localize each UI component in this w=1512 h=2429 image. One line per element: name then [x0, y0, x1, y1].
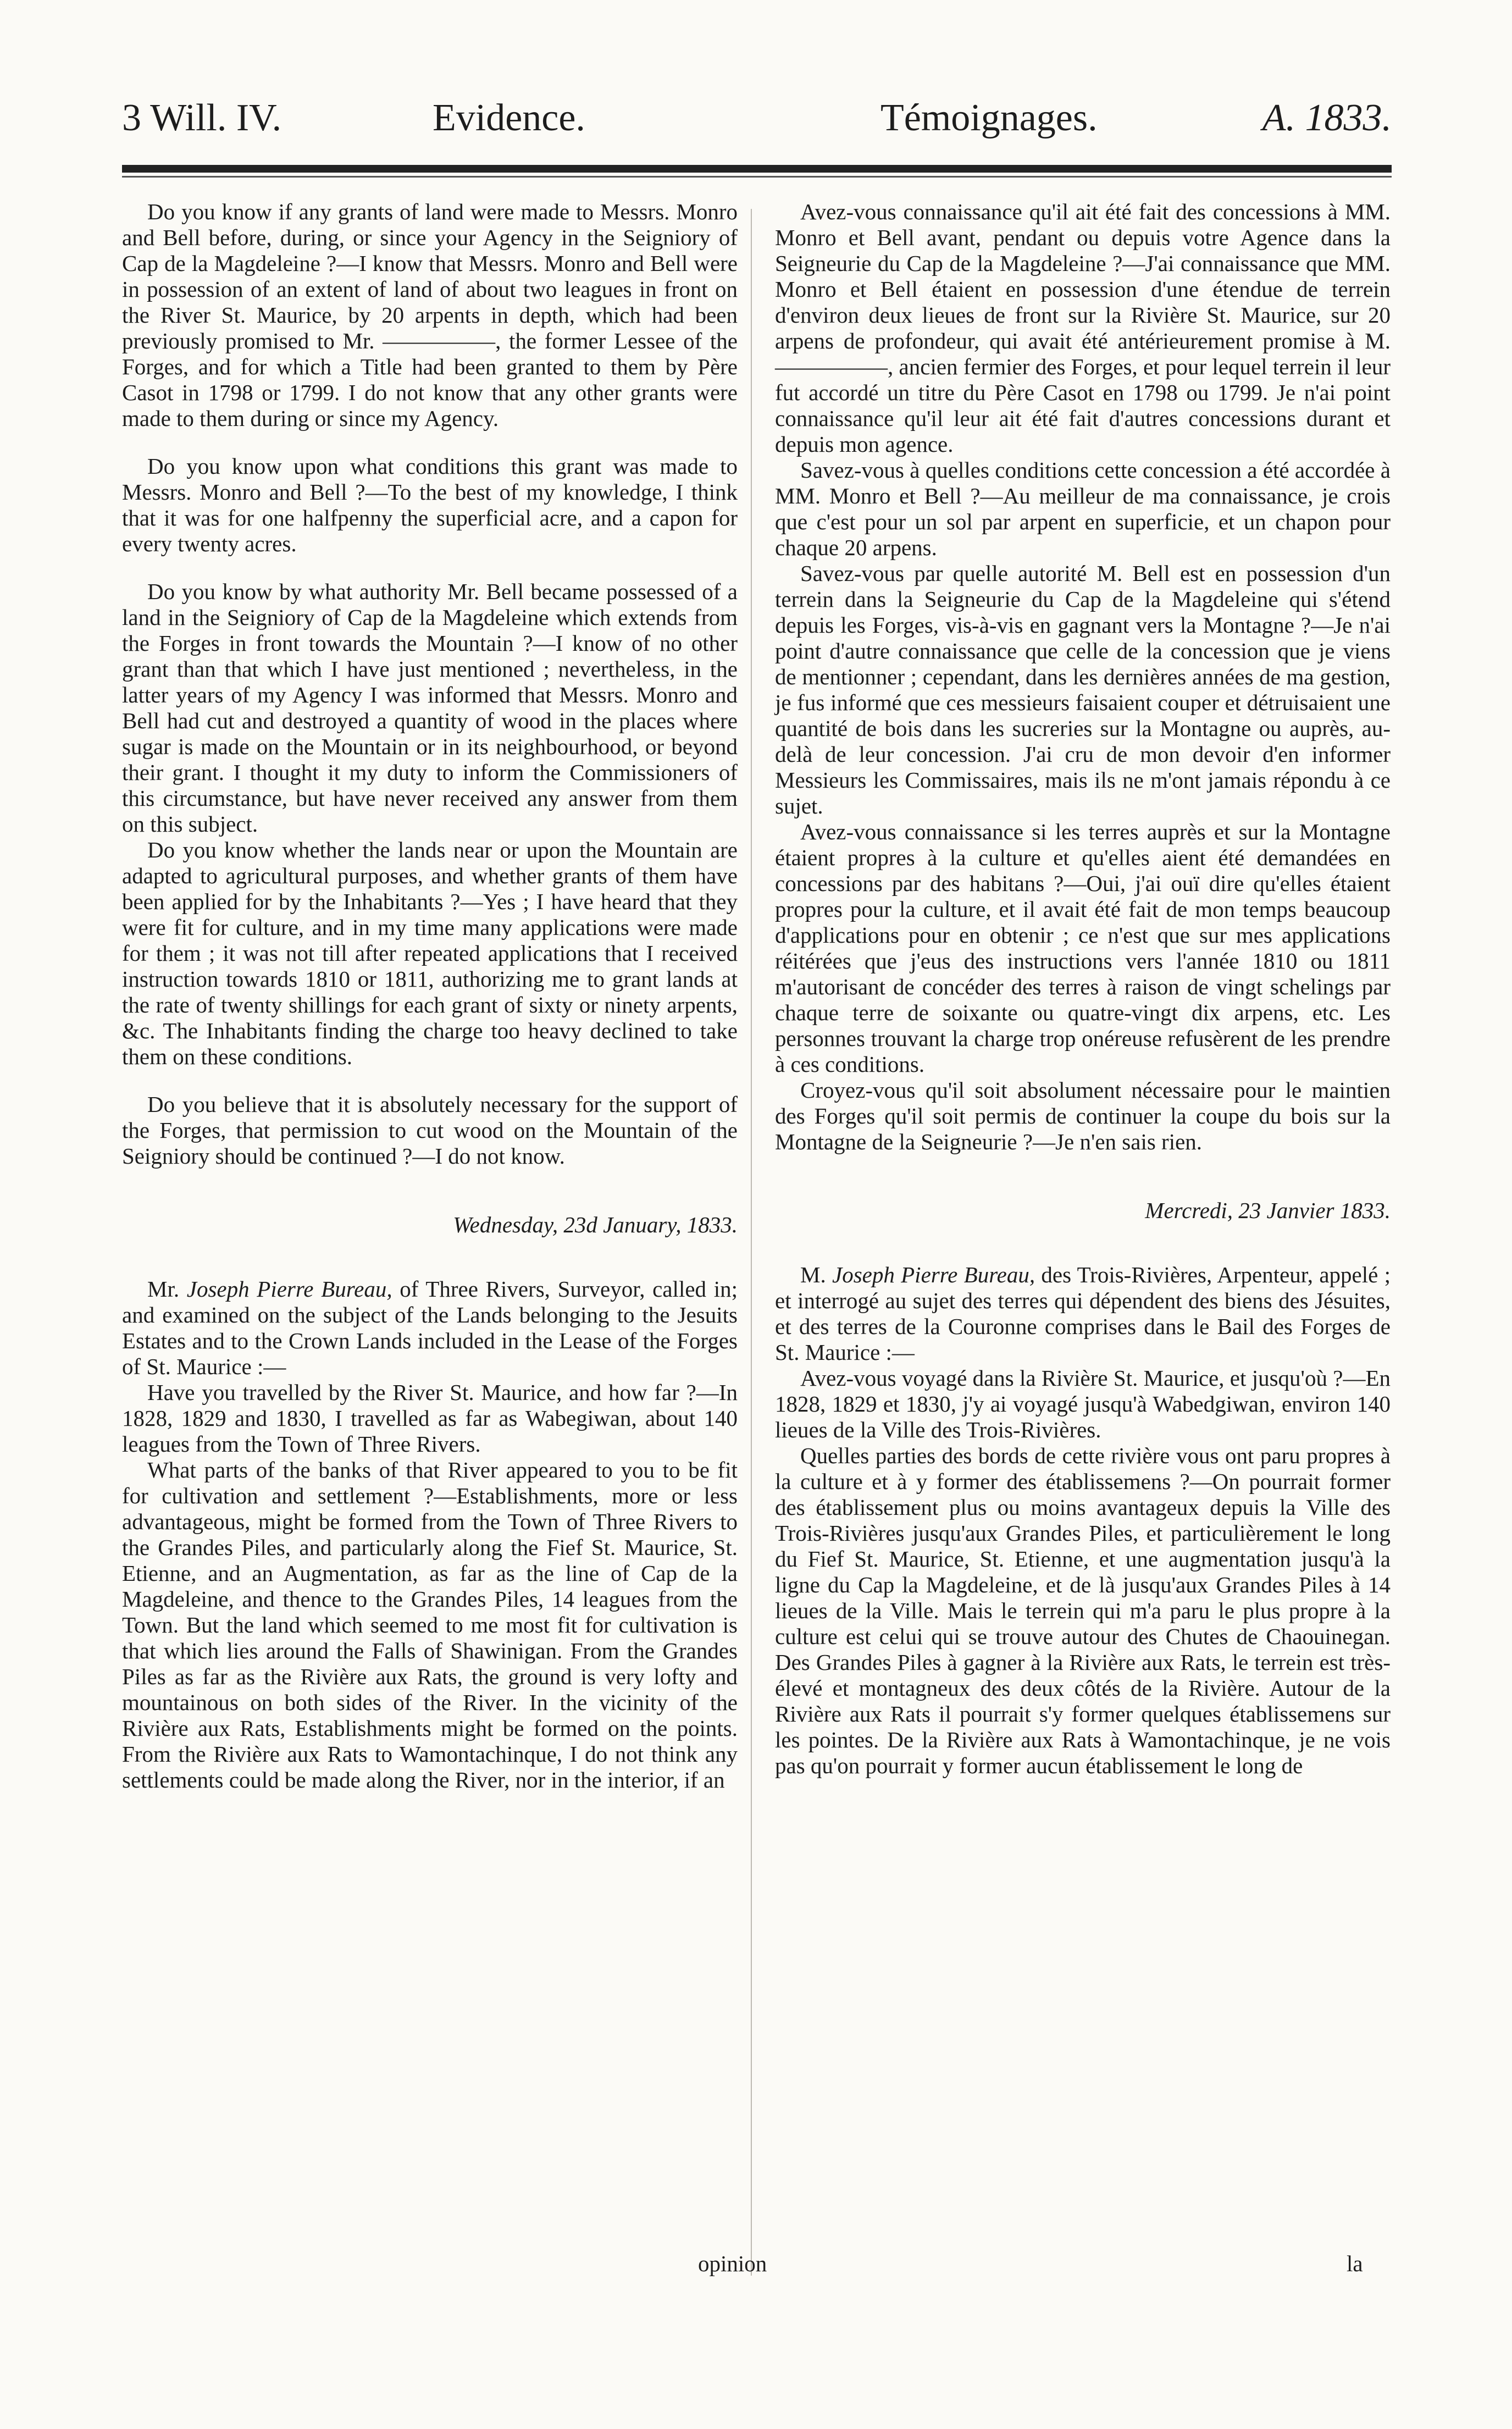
witness-prefix: M. — [800, 1262, 832, 1287]
column-divider — [751, 209, 752, 2276]
english-witness-intro — [122, 1276, 738, 1380]
english-paragraph: Have you travelled by the River St. Maurice, and how far ?—In 1828, 1829 and 1830, I travelled as far as Wabegiwan, about 140 leagues from the Town of Three Rivers. — [122, 1380, 738, 1457]
running-header — [122, 88, 1392, 148]
witness-intro-text: of Three Rivers, Surveyor, called in; and examined on the subject of the Lands belonging to the Jesuits Estates and to the Crown Lands included in the Lease of the Forges of St. Maurice :— — [122, 1276, 738, 1379]
english-paragraph: What parts of the banks of that River appeared to you to be fit for cultivation and settlement ?—Establishments, more or less advantageous, might be formed from the Town of Three Rivers to the Grandes Piles, and particularly along the Fief St. Maurice, St. Etienne, and an Augmentation, as far as the line of Cap de la Magdeleine, and thence to the Grandes Piles, 14 leagues from the Town. But the land which seemed to me most fit for cultivation is that which lies around the Falls of Shawinigan. From the Grandes Piles as far as the Rivière aux Rats, the ground is very lofty and mountainous on both sides of the River. In the vicinity of the Rivière aux Rats, Establishments might be formed on the points. From the Rivière aux Rats to Wamontachinque, I do not think any settlements could be made along the River, nor in the interior, if an — [122, 1457, 738, 1792]
french-paragraph: Savez-vous par quelle autorité M. Bell est en possession d'un terrein dans la Seigneurie du Cap de la Magdeleine qui s'étend depuis les Forges, vis-à-vis en gagnant vers la Montagne ?—Je n'ai point d'autre connaissance que celle de la concession que je viens de mentionner ; cependant, dans les dernières années de ma gestion, je fus informé que ces messieurs faisaient couper et détruisaient une quantité de bois dans les sucreries sur la Montagne ou auprès, au-delà de leur concession. J'ai cru de mon devoir d'en informer Messieurs les Commissaires, mais ils ne m'ont jamais répondu à ce sujet. — [775, 561, 1391, 818]
witness-name: Joseph Pierre Bureau, — [186, 1276, 392, 1302]
header-evidence: Evidence. — [433, 97, 585, 139]
english-column — [122, 199, 738, 1793]
witness-prefix: Mr. — [147, 1276, 187, 1302]
french-paragraph: Avez-vous connaissance qu'il ait été fait des concessions à MM. Monro et Bell avant, pendant ou depuis votre Agence dans la Seigneurie du Cap de la Magdeleine ?—J'ai connaissance que MM. Monro et Bell étaient en possession d'une étendue de terrein d'environ deux lieues de front sur la Rivière St. Maurice, sur 20 arpens de profondeur, qui avait été antérieurement promise à M. —————, ancien fermier des Forges, et pour lequel terrein il leur fut accordé un titre du Père Casot en 1798 ou 1799. Je n'ai point connaissance qu'il leur ait été fait d'autres concessions durant et depuis mon agence. — [775, 199, 1391, 457]
header-session: 3 Will. IV. — [122, 97, 282, 139]
english-date-heading: Wednesday, 23d January, 1833. — [453, 1212, 738, 1237]
witness-intro-text: des Trois-Rivières, Arpenteur, appelé ; et interrogé au sujet des terres qui dépendent des biens des Jésuites, et des terres de la Couronne comprises dans le Bail des Forges de St. Maurice :— — [775, 1262, 1391, 1365]
french-catchword: la — [1347, 2251, 1363, 2276]
french-paragraph: Croyez-vous qu'il soit absolument nécessaire pour le maintien des Forges qu'il soit permis de continuer la coupe du bois sur la Montagne de la Seigneurie ?—Je n'en sais rien. — [775, 1077, 1391, 1154]
header-temoignages: Témoignages. — [880, 97, 1098, 139]
french-witness-intro — [775, 1262, 1391, 1365]
french-paragraph: Quelles parties des bords de cette rivière vous ont paru propres à la culture et à y former des établissemens ?—On pourrait former des établissement plus ou moins avantageux depuis la Ville des Trois-Rivières jusqu'aux Grandes Piles, et particulièrement le long du Fief St. Maurice, St. Etienne, et une augmentation jusqu'à la ligne du Cap la Magdeleine, et de là jusqu'aux Grandes Piles à 14 lieues de la Ville. Mais le terrein qui m'a paru le plus propre à la culture est celui qui se trouve autour des Chutes de Chaouinegan. Des Grandes Piles à gagner à la Rivière aux Rats, le terrein est très-élevé et montagneux des deux côtés de la Rivière. Autour de la Rivière aux Rats il pourrait s'y former quelques établissemens sur les pointes. De la Rivière aux Rats à Wamontachinque, je ne vois pas qu'on pourrait y former aucun établissement le long de — [775, 1443, 1391, 1778]
french-paragraph: Savez-vous à quelles conditions cette concession a été accordée à MM. Monro et Bell ?—Au meilleur de ma connaissance, je crois que c'est pour un sol par arpent en superficie, et un chapon pour chaque 20 arpens. — [775, 457, 1391, 560]
english-paragraph: Do you believe that it is absolutely necessary for the support of the Forges, that permission to cut wood on the Mountain of the Seigniory should be continued ?—I do not know. — [122, 1092, 738, 1169]
witness-name: Joseph Pierre Bureau, — [832, 1262, 1035, 1287]
english-paragraph: Do you know upon what conditions this grant was made to Messrs. Monro and Bell ?—To the best of my knowledge, I think that it was for one halfpenny the superficial acre, and a capon for every twenty acres. — [122, 453, 738, 556]
english-paragraph: Do you know whether the lands near or upon the Mountain are adapted to agricultural purposes, and whether grants of them have been applied for by the Inhabitants ?—Yes ; I have heard that they were fit for culture, and in my time many applications were made for them ; it was not till after repeated applications that I received instruction towards 1810 or 1811, authorizing me to grant lands at the rate of twenty shillings for each grant of sixty or ninety arpents, &c. The Inhabitants finding the charge too heavy declined to take them on these conditions. — [122, 837, 738, 1069]
english-catchword: opinion — [698, 2251, 767, 2276]
header-rule-thin — [122, 176, 1392, 178]
french-column — [775, 199, 1391, 1779]
english-paragraph: Do you know if any grants of land were made to Messrs. Monro and Bell before, during, or since your Agency in the Seigniory of Cap de la Magdeleine ?—I know that Messrs. Monro and Bell were in possession of an extent of land of about two leagues in front on the River St. Maurice, by 20 arpents in depth, which had been previously promised to Mr. —————, the former Lessee of the Forges, and for which a Title had been granted to them by Père Casot in 1798 or 1799. I do not know that any other grants were made to them during or since my Agency. — [122, 199, 738, 431]
french-date-heading: Mercredi, 23 Janvier 1833. — [1145, 1198, 1391, 1223]
french-paragraph: Avez-vous voyagé dans la Rivière St. Maurice, et jusqu'où ?—En 1828, 1829 et 1830, j'y ai voyagé jusqu'à Wabedgiwan, environ 140 lieues de la Ville des Trois-Rivières. — [775, 1365, 1391, 1442]
french-paragraph: Avez-vous connaissance si les terres auprès et sur la Montagne étaient propres à la culture et qu'elles aient été demandées en concessions par des habitans ?—Oui, j'ai ouï dire qu'elles étaient propres pour la culture, et il avait été fait de mon temps beaucoup d'applications pour en obtenir ; ce n'est que sur mes applications réitérées que j'eus des instructions vers l'année 1810 ou 1811 m'autorisant de concéder des terres à raison de vingt schelings par chaque terre de soixante ou quatre-vingt dix arpens, etc. Les personnes trouvant la charge trop onéreuse refusèrent de les prendre à ces conditions. — [775, 819, 1391, 1077]
header-rule-thick — [122, 165, 1392, 173]
header-year: A. 1833. — [1262, 97, 1392, 139]
english-paragraph: Do you know by what authority Mr. Bell became possessed of a land in the Seigniory of Cap de la Magdeleine which extends from the Forges in front towards the Mountain ?—I know of no other grant than that which I have just mentioned ; nevertheless, in the latter years of my Agency I was informed that Messrs. Monro and Bell had cut and destroyed a quantity of wood in the places where sugar is made on the Mountain or in its neighbourhood, or beyond their grant. I thought it my duty to inform the Commissioners of this circumstance, but have never received any answer from them on this subject. — [122, 579, 738, 837]
